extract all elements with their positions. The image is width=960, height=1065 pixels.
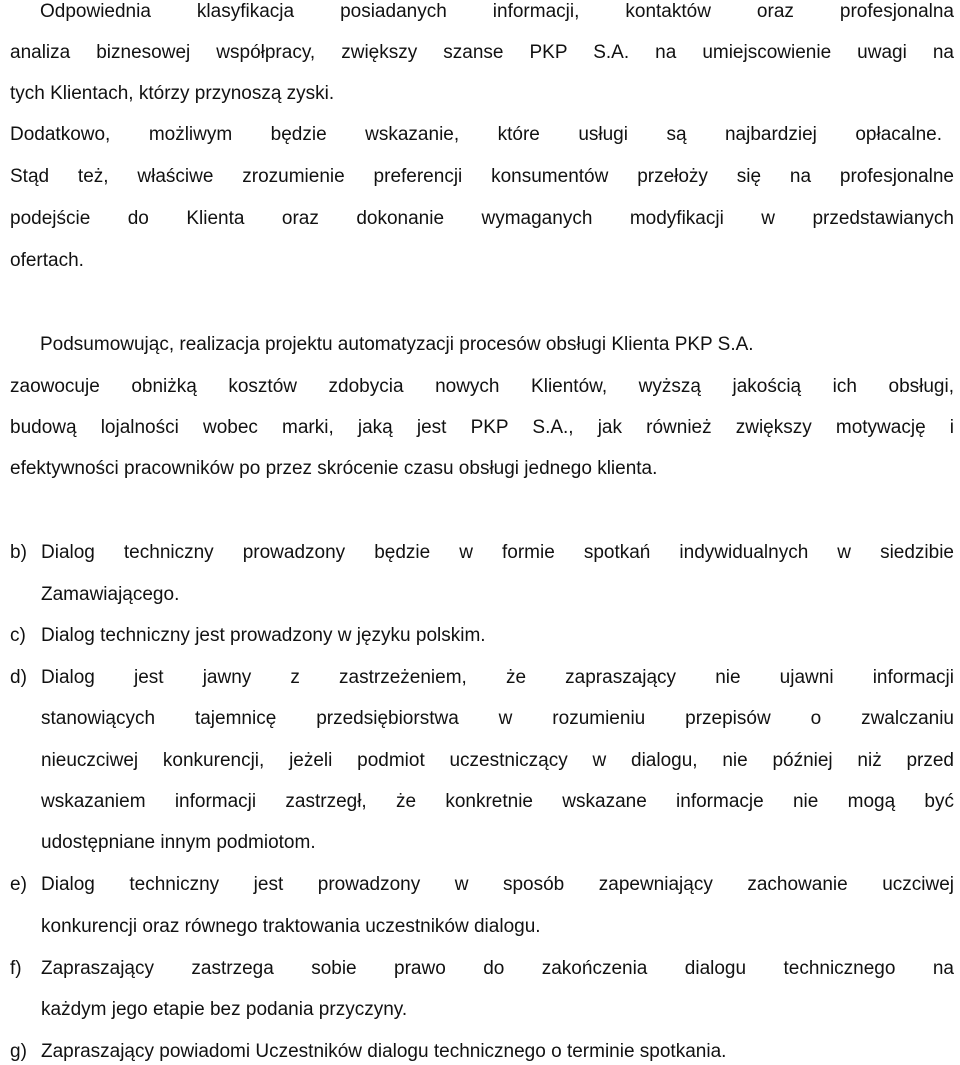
list-marker: g) xyxy=(10,1041,27,1062)
text-line: Dialog jest jawny z zastrzeżeniem, że zapraszający nie ujawni informacji xyxy=(41,667,954,688)
text-line: każdym jego etapie bez podania przyczyny. xyxy=(41,999,408,1020)
text-line: Zapraszający zastrzega sobie prawo do zakończenia dialogu technicznego na xyxy=(41,958,954,979)
text-line: efektywności pracowników po przez skrócenie czasu obsługi jednego klienta. xyxy=(10,458,658,479)
text-line: stanowiących tajemnicę przedsiębiorstwa w rozumieniu przepisów o zwalczaniu xyxy=(41,708,954,729)
text-line: Stąd też, właściwe zrozumienie preferencji konsumentów przełoży się na profesjonalne xyxy=(10,166,954,187)
text-line: udostępniane innym podmiotom. xyxy=(41,832,316,853)
list-marker: d) xyxy=(10,667,27,688)
text-line: konkurencji oraz równego traktowania uczestników dialogu. xyxy=(41,916,541,937)
text-line: nieuczciwej konkurencji, jeżeli podmiot uczestniczący w dialogu, nie później niż przed xyxy=(41,750,954,771)
text-line: Dodatkowo, możliwym będzie wskazanie, które usługi są najbardziej opłacalne. xyxy=(10,124,942,145)
text-line: Zamawiającego. xyxy=(41,584,180,605)
text-line: Odpowiednia klasyfikacja posiadanych informacji, kontaktów oraz profesjonalna xyxy=(40,1,954,22)
list-marker: c) xyxy=(10,625,26,646)
list-marker: e) xyxy=(10,874,27,895)
list-marker: b) xyxy=(10,542,27,563)
text-line: zaowocuje obniżką kosztów zdobycia nowych Klientów, wyższą jakością ich obsługi, xyxy=(10,376,954,397)
text-line: tych Klientach, którzy przynoszą zyski. xyxy=(10,83,335,104)
text-line: analiza biznesowej współpracy, zwiększy szanse PKP S.A. na umiejscowienie uwagi na xyxy=(10,42,954,63)
text-line: podejście do Klienta oraz dokonanie wymaganych modyfikacji w przedstawianych xyxy=(10,208,954,229)
text-line: ofertach. xyxy=(10,250,84,271)
text-line: Dialog techniczny jest prowadzony w języku polskim. xyxy=(41,625,486,646)
text-line: Dialog techniczny jest prowadzony w sposób zapewniający zachowanie uczciwej xyxy=(41,874,954,895)
text-line: Zapraszający powiadomi Uczestników dialogu technicznego o terminie spotkania. xyxy=(41,1041,727,1062)
text-line: wskazaniem informacji zastrzegł, że konkretnie wskazane informacje nie mogą być xyxy=(41,791,954,812)
text-line: Dialog techniczny prowadzony będzie w formie spotkań indywidualnych w siedzibie xyxy=(41,542,954,563)
text-line: Podsumowując, realizacja projektu automatyzacji procesów obsługi Klienta PKP S.A. xyxy=(40,334,754,355)
text-line: budową lojalności wobec marki, jaką jest PKP S.A., jak również zwiększy motywację i xyxy=(10,417,954,438)
list-marker: f) xyxy=(10,958,22,979)
